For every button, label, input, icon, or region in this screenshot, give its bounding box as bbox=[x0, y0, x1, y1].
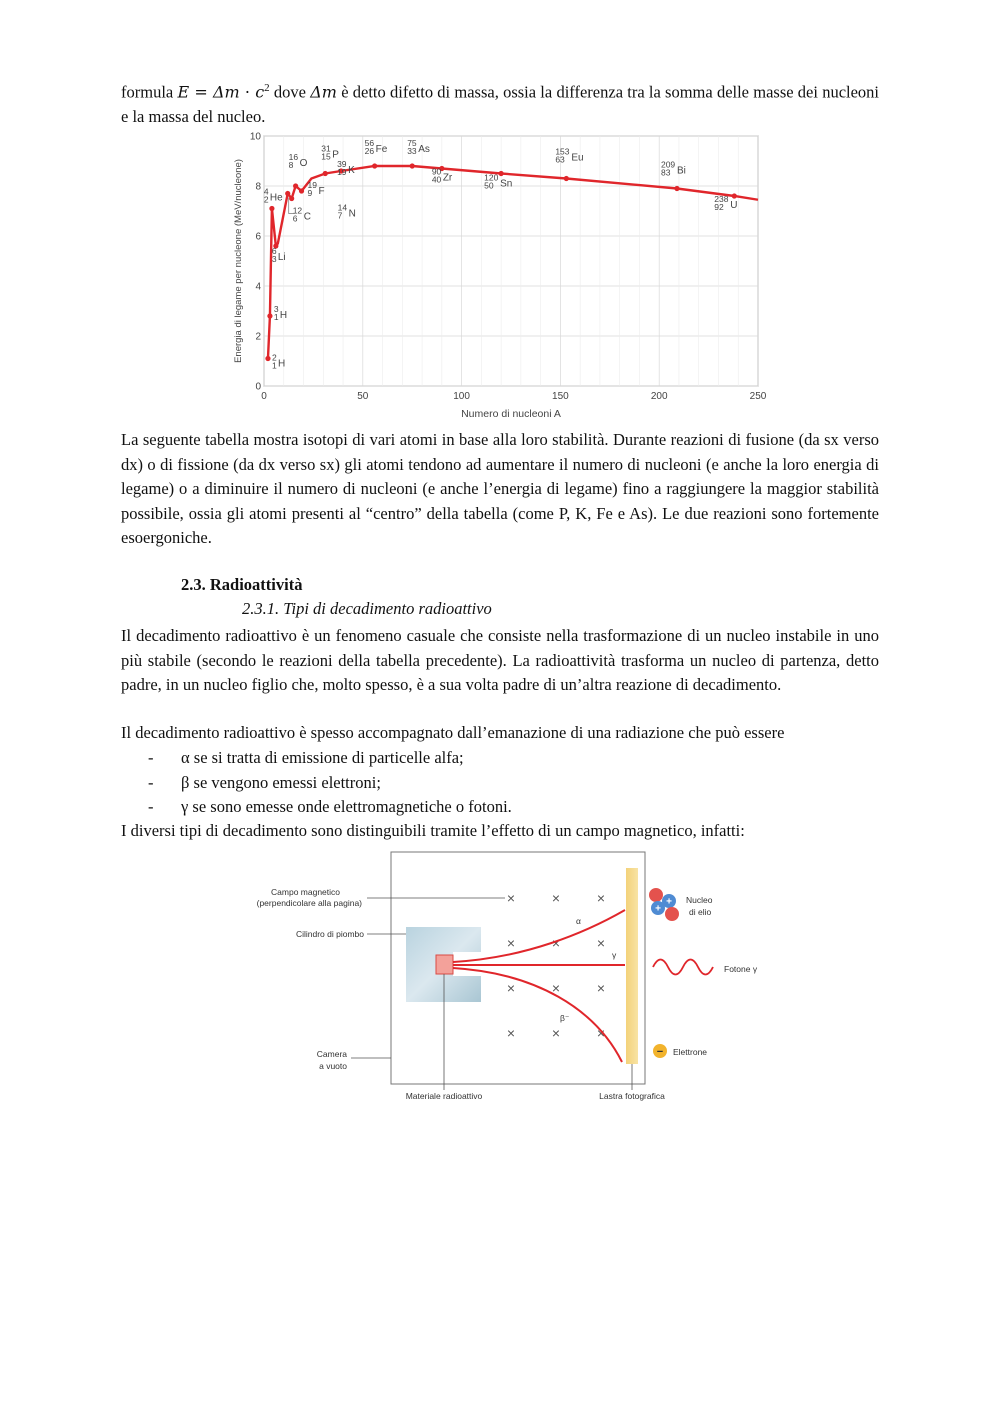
x-tick-label: 50 bbox=[357, 391, 369, 402]
atomic-number: 26 bbox=[364, 146, 375, 156]
element-symbol: H bbox=[279, 310, 288, 321]
leader-lines bbox=[351, 898, 632, 1090]
beta-label: β⁻ bbox=[560, 1013, 570, 1023]
atomic-number: 3 bbox=[271, 254, 277, 264]
field-cross: × bbox=[596, 935, 606, 951]
decay-diagram bbox=[225, 848, 775, 1108]
formula-c: c bbox=[255, 82, 265, 102]
mass-number: 3 bbox=[273, 304, 279, 314]
y-axis-label: Energia di legame per nucleone (MeV/nucleone) bbox=[233, 159, 244, 363]
mass-number: 120 bbox=[484, 172, 499, 183]
helium-label-line1: Nucleo bbox=[686, 895, 713, 905]
field-label-line1: Campo magnetico bbox=[271, 887, 340, 897]
magnetic-field-paragraph: I diversi tipi di decadimento sono distinguibili tramite l’effetto di un campo magnetico, infatti: bbox=[121, 821, 745, 840]
element-symbol: C bbox=[303, 211, 311, 223]
formula-dot: · bbox=[239, 82, 256, 102]
element-symbol: Fe bbox=[375, 144, 388, 155]
x-tick-label: 200 bbox=[650, 391, 668, 402]
photographic-plate bbox=[626, 868, 638, 1064]
field-cross: × bbox=[596, 890, 606, 906]
mass-number: 31 bbox=[321, 143, 331, 154]
mass-number: 16 bbox=[288, 152, 299, 162]
y-tick-label: 6 bbox=[255, 231, 261, 243]
field-label-line2: (perpendicolare alla pagina) bbox=[256, 898, 362, 908]
x-tick-labels bbox=[261, 391, 767, 402]
y-tick-label: 10 bbox=[249, 131, 261, 143]
mass-number: 4 bbox=[263, 186, 269, 197]
element-symbol: Zr bbox=[442, 172, 453, 184]
formula-equals: = bbox=[189, 82, 213, 102]
atomic-number: 9 bbox=[307, 188, 313, 198]
y-tick-label: 8 bbox=[255, 181, 261, 193]
isotope-point bbox=[299, 188, 304, 193]
mass-number: 56 bbox=[364, 138, 375, 148]
atomic-number: 8 bbox=[288, 160, 294, 170]
proton-plus: + bbox=[666, 896, 672, 908]
field-cross: × bbox=[506, 890, 516, 906]
intro-middle: dove bbox=[269, 82, 311, 102]
y-tick-label: 0 bbox=[255, 381, 261, 393]
helium-nucleus-icon bbox=[649, 888, 679, 921]
atomic-number: 1 bbox=[273, 312, 279, 322]
x-tick-label: 0 bbox=[261, 391, 267, 402]
binding-energy-chart bbox=[225, 128, 775, 423]
x-axis-label: Numero di nucleoni A bbox=[461, 408, 561, 420]
element-symbol: Eu bbox=[571, 152, 584, 164]
bullet-dash: - bbox=[148, 748, 154, 767]
field-cross: × bbox=[551, 935, 561, 951]
isotope-point bbox=[499, 171, 504, 176]
list-item-text: α se si tratta di emissione di particelle alfa; bbox=[181, 748, 464, 767]
atomic-number: 19 bbox=[337, 167, 347, 177]
field-cross: × bbox=[551, 980, 561, 996]
isotope-point bbox=[285, 191, 290, 196]
isotope-point bbox=[289, 196, 294, 201]
formula-exponent: 2 bbox=[264, 82, 270, 94]
mass-number: 75 bbox=[407, 138, 417, 148]
list-item-text: γ se sono emesse onde elettromagnetiche o fotoni. bbox=[181, 797, 512, 816]
electron-minus: − bbox=[656, 1046, 664, 1058]
element-symbol: P bbox=[332, 149, 339, 161]
isotope-point bbox=[269, 206, 274, 211]
isotope-point bbox=[293, 183, 298, 188]
element-symbol: U bbox=[730, 200, 738, 211]
isotope-point bbox=[265, 356, 270, 361]
mass-number: 90 bbox=[431, 166, 442, 177]
atomic-number: 92 bbox=[714, 202, 724, 212]
x-tick-label: 250 bbox=[749, 391, 767, 402]
field-cross: × bbox=[596, 980, 606, 996]
proton-plus: + bbox=[655, 903, 661, 915]
element-symbol: F bbox=[318, 186, 325, 197]
radiation-intro: Il decadimento radioattivo è spesso accompagnato dall’emanazione di una radiazione che può essere bbox=[121, 723, 785, 742]
element-symbol: K bbox=[348, 165, 355, 176]
isotope-point bbox=[372, 163, 377, 168]
atomic-number: 6 bbox=[292, 213, 298, 224]
material-label: Materiale radioattivo bbox=[405, 1091, 483, 1101]
intro-paragraph bbox=[121, 76, 879, 130]
atomic-number: 63 bbox=[555, 154, 565, 165]
x-tick-label: 150 bbox=[552, 391, 569, 402]
photon-label: Fotone γ bbox=[724, 964, 758, 974]
helium-label-line2: di elio bbox=[689, 907, 712, 917]
field-cross: × bbox=[506, 1025, 516, 1041]
field-cross: × bbox=[506, 980, 516, 996]
photon-wave-icon bbox=[653, 960, 713, 975]
element-symbol: N bbox=[348, 208, 356, 220]
isotope-point bbox=[323, 171, 328, 176]
list-item bbox=[148, 771, 512, 796]
list-item-text: β se vengono emessi elettroni; bbox=[181, 772, 381, 792]
element-symbol: O bbox=[299, 158, 308, 169]
element-symbol: Li bbox=[277, 252, 286, 263]
gamma-label: γ bbox=[612, 950, 617, 960]
mass-number: 153 bbox=[555, 146, 570, 157]
atomic-number: 2 bbox=[263, 194, 269, 205]
atomic-number: 1 bbox=[271, 360, 277, 371]
mass-number: 2 bbox=[271, 352, 277, 363]
intro-prefix: formula bbox=[121, 82, 178, 102]
mass-number: 14 bbox=[337, 202, 348, 213]
bullet-dash: - bbox=[148, 772, 154, 792]
atomic-number: 83 bbox=[660, 167, 671, 178]
atomic-number: 15 bbox=[321, 151, 331, 162]
element-symbol: He bbox=[269, 192, 283, 204]
subsection-title: 2.3.1. Tipi di decadimento radioattivo bbox=[242, 599, 492, 618]
mass-number: 39 bbox=[337, 159, 347, 169]
electron-label: Elettrone bbox=[673, 1047, 708, 1057]
electron-icon bbox=[653, 1044, 667, 1058]
chamber-label-line1: Camera bbox=[316, 1049, 347, 1059]
mass-number: 6 bbox=[271, 246, 277, 256]
atomic-number: 50 bbox=[484, 180, 494, 191]
chamber-label-line2: a vuoto bbox=[319, 1061, 347, 1071]
mass-number: 209 bbox=[660, 159, 676, 170]
field-cross: × bbox=[551, 1025, 561, 1041]
list-item bbox=[148, 795, 512, 820]
isotope-point bbox=[410, 163, 415, 168]
element-symbol: H bbox=[277, 358, 286, 370]
isotope-point bbox=[674, 186, 679, 191]
mass-number: 238 bbox=[714, 194, 729, 204]
y-tick-label: 4 bbox=[255, 281, 261, 293]
radioactive-material bbox=[436, 955, 453, 974]
section-title: 2.3. Radioattività bbox=[181, 575, 303, 594]
decay-paragraph: Il decadimento radioattivo è un fenomeno casuale che consiste nella trasformazione di un nucleo instabile in uno più stabile (secondo le reazioni della tabella precedente). La radioattività trasforma un nucleo di partenza, detto padre, in un nucleo figlio che, molto spesso, è a sua volta padre di un’altra reazione di decadimento. bbox=[121, 626, 879, 694]
mass-number: 19 bbox=[307, 180, 318, 190]
formula-e: E bbox=[177, 82, 190, 102]
y-tick-labels bbox=[250, 132, 262, 393]
mass-number: 12 bbox=[292, 205, 303, 216]
list-item bbox=[148, 746, 512, 771]
element-symbol: Sn bbox=[500, 178, 513, 190]
isotope-point bbox=[564, 176, 569, 181]
intro-suffix: è detto difetto di massa, ossia la differenza tra la somma delle masse dei nucleoni e la massa del nucleo. bbox=[121, 82, 880, 126]
isotope-point bbox=[267, 313, 272, 318]
formula-delta-m: Δm bbox=[212, 82, 240, 102]
element-symbol: As bbox=[418, 144, 430, 155]
field-cross: × bbox=[506, 935, 516, 951]
plate-label: Lastra fotografica bbox=[599, 1091, 665, 1101]
y-tick-label: 2 bbox=[255, 331, 261, 343]
radiation-list bbox=[148, 746, 512, 820]
atomic-number: 40 bbox=[431, 174, 442, 185]
alpha-label: α bbox=[576, 916, 581, 926]
cylinder-label: Cilindro di piombo bbox=[295, 929, 364, 939]
field-cross: × bbox=[596, 1025, 606, 1041]
field-cross: × bbox=[551, 890, 561, 906]
stability-paragraph: La seguente tabella mostra isotopi di vari atomi in base alla loro stabilità. Durante reazioni di fusione (da sx verso dx) o di fissione (da dx verso sx) gli atomi tendono ad aumentare il numero di nucleoni (e anche la loro energia di legame) o a diminuire il numero di nucleoni (e anche l’energia di legame) fino a raggiungere la maggior stabilità possibile, ossia gli atomi presenti al “centro” della tabella (come P, K, Fe e As). Le due reazioni sono fortemente esoergoniche. bbox=[121, 430, 879, 547]
atomic-number: 7 bbox=[337, 210, 343, 221]
element-symbol: Bi bbox=[676, 165, 686, 177]
atomic-number: 33 bbox=[407, 146, 417, 156]
isotope-point bbox=[732, 193, 737, 198]
x-tick-label: 100 bbox=[453, 391, 470, 402]
bullet-dash: - bbox=[148, 797, 154, 816]
formula-delta-m-2: Δm bbox=[310, 82, 337, 102]
